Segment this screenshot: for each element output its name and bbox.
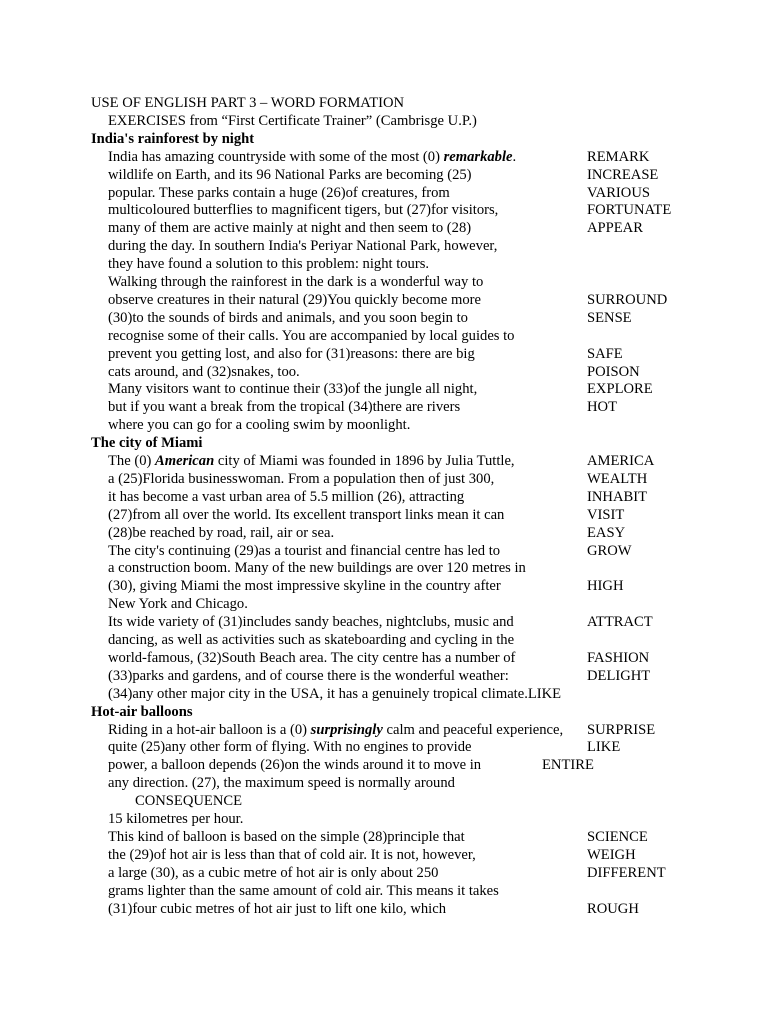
document-title: USE OF ENGLISH PART 3 – WORD FORMATION: [91, 95, 405, 111]
stem-word: VARIOUS: [587, 184, 650, 201]
text-line: they have found a solution to this problem: night tours.: [108, 256, 430, 273]
section-heading: The city of Miami: [91, 435, 203, 452]
text-line: (31)four cubic metres of hot air just to lift one kilo, which: [108, 900, 447, 917]
text-segment: India has amazing countryside with some of the most (0): [108, 148, 444, 165]
stem-word: POISON: [587, 363, 640, 380]
text-segment: The (0): [108, 453, 156, 469]
text-line: prevent you getting lost, and also for (31)reasons: there are big: [108, 345, 475, 362]
stem-word: FORTUNATE: [587, 202, 672, 219]
document-subtitle: EXERCISES from “First Certificate Trainer” (Cambrisge U.P.): [108, 112, 477, 129]
text-line: a large (30), as a cubic metre of hot air is only about 250: [108, 864, 439, 881]
text-line: (27)from all over the world. Its excellent transport links mean it can: [108, 506, 505, 523]
text-segment: .: [512, 148, 517, 165]
text-line: Its wide variety of (31)includes sandy beaches, nightclubs, music and: [108, 614, 514, 631]
text-segment: Riding in a hot-air balloon is a (0): [108, 721, 311, 738]
text-line: where you can go for a cooling swim by moonlight.: [108, 417, 411, 434]
stem-word: FASHION: [587, 649, 650, 666]
text-line: world-famous, (32)South Beach area. The city centre has a number of: [108, 649, 516, 666]
stem-word: DELIGHT: [587, 667, 651, 684]
text-line: (30)to the sounds of birds and animals, and you soon begin to: [108, 309, 468, 326]
text-line: dancing, as well as activities such as skateboarding and cycling in the: [108, 632, 515, 648]
stem-word: ATTRACT: [587, 614, 653, 631]
text-line: but if you want a break from the tropical (34)there are rivers: [108, 399, 461, 416]
text-line: a construction boom. Many of the new buildings are over 120 metres in: [108, 560, 526, 577]
text-line: popular. These parks contain a huge (26)of creatures, from: [108, 184, 450, 201]
stem-word: EXPLORE: [587, 381, 653, 398]
section-heading: India's rainforest by night: [91, 130, 255, 147]
example-answer: remarkable: [443, 148, 513, 165]
stem-word: VISIT: [587, 506, 625, 523]
text-line: The city's continuing (29)as a tourist and financial centre has led to: [108, 542, 501, 559]
text-line: the (29)of hot air is less than that of cold air. It is not, however,: [108, 846, 476, 863]
text-line: [108, 148, 516, 166]
text-line: it has become a vast urban area of 5.5 million (26), attracting: [108, 488, 465, 505]
stem-word: SENSE: [587, 309, 632, 326]
stem-word: SCIENCE: [587, 828, 648, 845]
example-answer: American: [155, 453, 215, 469]
text-line: multicoloured butterflies to magnificent tigers, but (27)for visitors,: [108, 202, 499, 219]
stem-word: WEALTH: [587, 470, 648, 487]
text-line: Walking through the rainforest in the dark is a wonderful way to: [108, 274, 484, 290]
text-segment: calm and peaceful experience,: [382, 721, 564, 738]
text-line: [108, 452, 515, 470]
stem-word: SURROUND: [587, 291, 668, 308]
stem-word: WEIGH: [587, 846, 636, 863]
stem-word: DIFFERENT: [587, 864, 666, 881]
stem-word: EASY: [587, 524, 626, 541]
text-line: [108, 721, 563, 739]
text-line: power, a balloon depends (26)on the winds around it to move in: [108, 757, 482, 774]
stem-word: APPEAR: [587, 220, 643, 237]
stem-word: ROUGH: [587, 900, 639, 917]
text-line: wildlife on Earth, and its 96 National Parks are becoming (25): [108, 166, 472, 183]
text-line: New York and Chicago.: [108, 596, 248, 613]
stem-word: ENTIRE: [542, 757, 594, 774]
stem-word: GROW: [587, 542, 632, 559]
text-line: (30), giving Miami the most impressive skyline in the country after: [108, 578, 501, 595]
text-line: (33)parks and gardens, and of course there is the wonderful weather:: [108, 667, 509, 684]
text-line: CONSEQUENCE: [135, 793, 243, 810]
section-heading: Hot-air balloons: [91, 703, 193, 720]
stem-word: AMERICA: [587, 453, 655, 469]
stem-word: INHABIT: [587, 488, 647, 505]
text-line: quite (25)any other form of flying. With no engines to provide: [108, 739, 472, 756]
text-line: 15 kilometres per hour.: [108, 811, 244, 827]
stem-word: LIKE: [587, 739, 621, 756]
text-segment: city of Miami was founded in 1896 by Julia Tuttle,: [214, 453, 515, 469]
text-line: (28)be reached by road, rail, air or sea.: [108, 524, 335, 541]
text-line: any direction. (27), the maximum speed is normally around: [108, 775, 455, 792]
text-line: observe creatures in their natural (29)You quickly become more: [108, 291, 481, 308]
text-line: This kind of balloon is based on the simple (28)principle that: [108, 828, 465, 845]
stem-word: REMARK: [587, 148, 650, 165]
stem-word: INCREASE: [587, 166, 659, 183]
text-line: many of them are active mainly at night and then seem to (28): [108, 220, 472, 237]
stem-word: SAFE: [587, 345, 623, 362]
stem-word: HOT: [587, 399, 617, 416]
text-line: Many visitors want to continue their (33)of the jungle all night,: [108, 381, 478, 398]
stem-word: SURPRISE: [587, 721, 656, 738]
text-line: grams lighter than the same amount of cold air. This means it takes: [108, 882, 499, 899]
text-line: during the day. In southern India's Periyar National Park, however,: [108, 238, 498, 255]
example-answer: surprisingly: [310, 721, 383, 738]
text-line: (34)any other major city in the USA, it has a genuinely tropical climate.LIKE: [108, 685, 562, 702]
text-line: recognise some of their calls. You are accompanied by local guides to: [108, 327, 515, 344]
text-line: cats around, and (32)snakes, too.: [108, 363, 300, 380]
text-line: a (25)Florida businesswoman. From a population then of just 300,: [108, 470, 495, 487]
stem-word: HIGH: [587, 578, 624, 595]
